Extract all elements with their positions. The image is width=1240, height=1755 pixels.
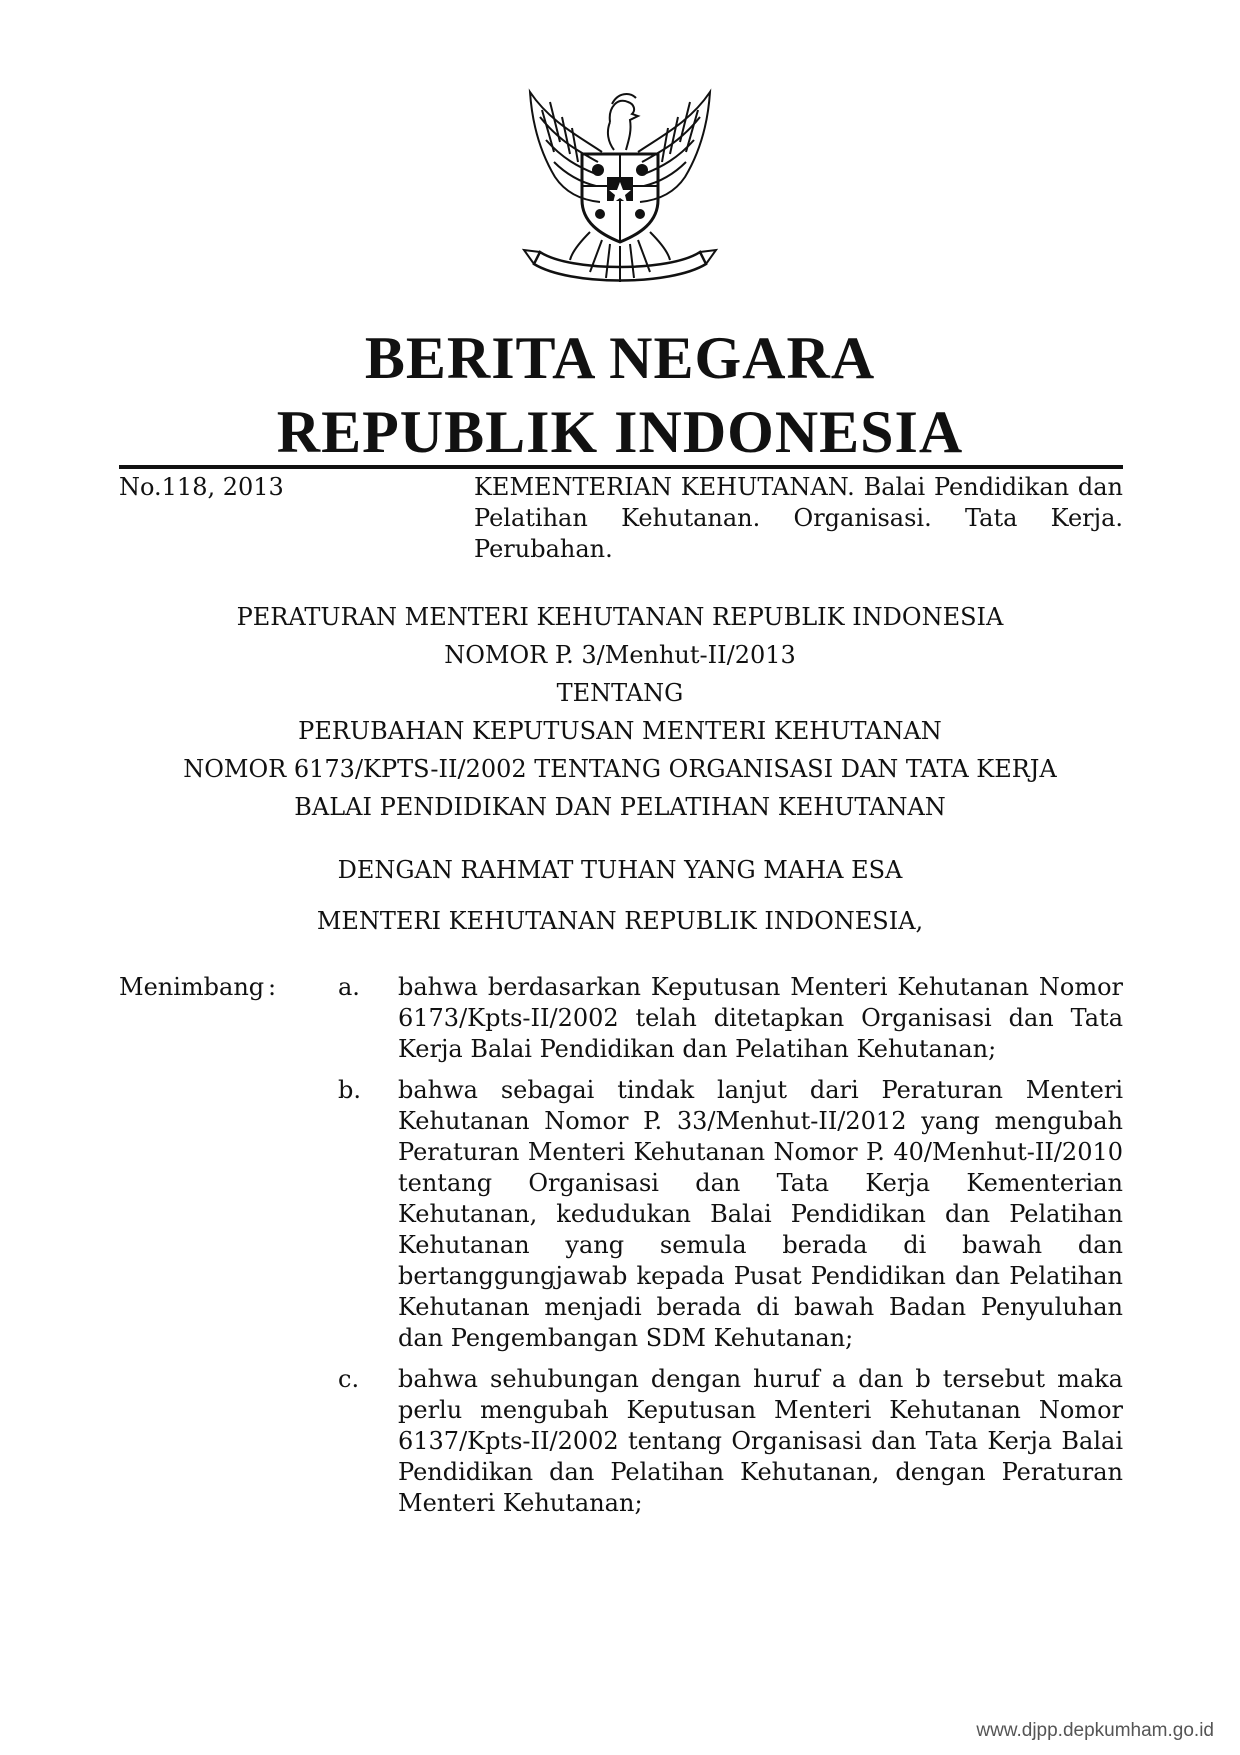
footer-url: www.djpp.depkumham.go.id bbox=[976, 1720, 1214, 1741]
consideration-marker: c. bbox=[338, 1365, 360, 1393]
gazette-number: No.118, 2013 bbox=[119, 473, 284, 501]
consideration-marker: b. bbox=[338, 1076, 361, 1104]
consideration-text: bahwa sebagai tindak lanjut dari Peraturan Menteri Kehutanan Nomor P. 33/Menhut-II/2012 yang mengubah Peraturan Menteri Kehutanan Nomor P. 40/Menhut-II/2010 tentang Organisasi dan Tata Kerja Kementerian Kehutanan, kedudukan Balai Pendidikan dan Pelatihan Kehutanan yang semula berada di bawah dan bertanggungjawab kepada Pusat Pendidikan dan Pelatihan Kehutanan menjadi berada di bawah Badan Penyuluhan dan Pengembangan SDM Kehutanan; bbox=[398, 1076, 1123, 1352]
regulation-title-line: NOMOR 6173/KPTS-II/2002 TENTANG ORGANISASI DAN TATA KERJA bbox=[183, 755, 1057, 783]
consideration-text: bahwa berdasarkan Keputusan Menteri Kehutanan Nomor 6173/Kpts-II/2002 telah ditetapkan Organisasi dan Tata Kerja Balai Pendidikan dan Pelatihan Kehutanan; bbox=[398, 973, 1123, 1063]
consideration-item bbox=[338, 1075, 1123, 1354]
considerations-label: Menimbang bbox=[119, 973, 265, 1001]
regulation-title-line: PERUBAHAN KEPUTUSAN MENTERI KEHUTANAN bbox=[298, 717, 942, 745]
consideration-item bbox=[338, 972, 1123, 1065]
regulation-title bbox=[80, 598, 1160, 826]
masthead-title-line-1: BERITA NEGARA bbox=[364, 325, 876, 391]
preamble-line: DENGAN RAHMAT TUHAN YANG MAHA ESA bbox=[337, 856, 903, 884]
considerations-colon: : bbox=[268, 973, 277, 1001]
masthead-divider bbox=[119, 465, 1123, 469]
masthead-title-line-2: REPUBLIK INDONESIA bbox=[276, 399, 964, 465]
considerations-list bbox=[338, 972, 1123, 1529]
preamble-line: MENTERI KEHUTANAN REPUBLIK INDONESIA, bbox=[316, 907, 924, 935]
garuda-pancasila-emblem-icon bbox=[510, 82, 730, 300]
consideration-text: bahwa sehubungan dengan huruf a dan b tersebut maka perlu mengubah Keputusan Menteri Kehutanan Nomor 6137/Kpts-II/2002 tentang Organisasi dan Tata Kerja Balai Pendidikan dan Pelatihan Kehutanan, dengan Peraturan Menteri Kehutanan; bbox=[398, 1365, 1123, 1517]
gazette-subject: KEMENTERIAN KEHUTANAN. Balai Pendidikan dan Pelatihan Kehutanan. Organisasi. Tata Kerja. Perubahan. bbox=[474, 473, 1123, 563]
regulation-title-line: NOMOR P. 3/Menhut-II/2013 bbox=[444, 641, 796, 669]
consideration-marker: a. bbox=[338, 973, 360, 1001]
preamble bbox=[80, 845, 1160, 947]
regulation-title-line: TENTANG bbox=[556, 679, 684, 707]
consideration-item bbox=[338, 1364, 1123, 1519]
regulation-title-line: BALAI PENDIDIKAN DAN PELATIHAN KEHUTANAN bbox=[294, 793, 946, 821]
regulation-title-line: PERATURAN MENTERI KEHUTANAN REPUBLIK INDONESIA bbox=[236, 603, 1004, 631]
